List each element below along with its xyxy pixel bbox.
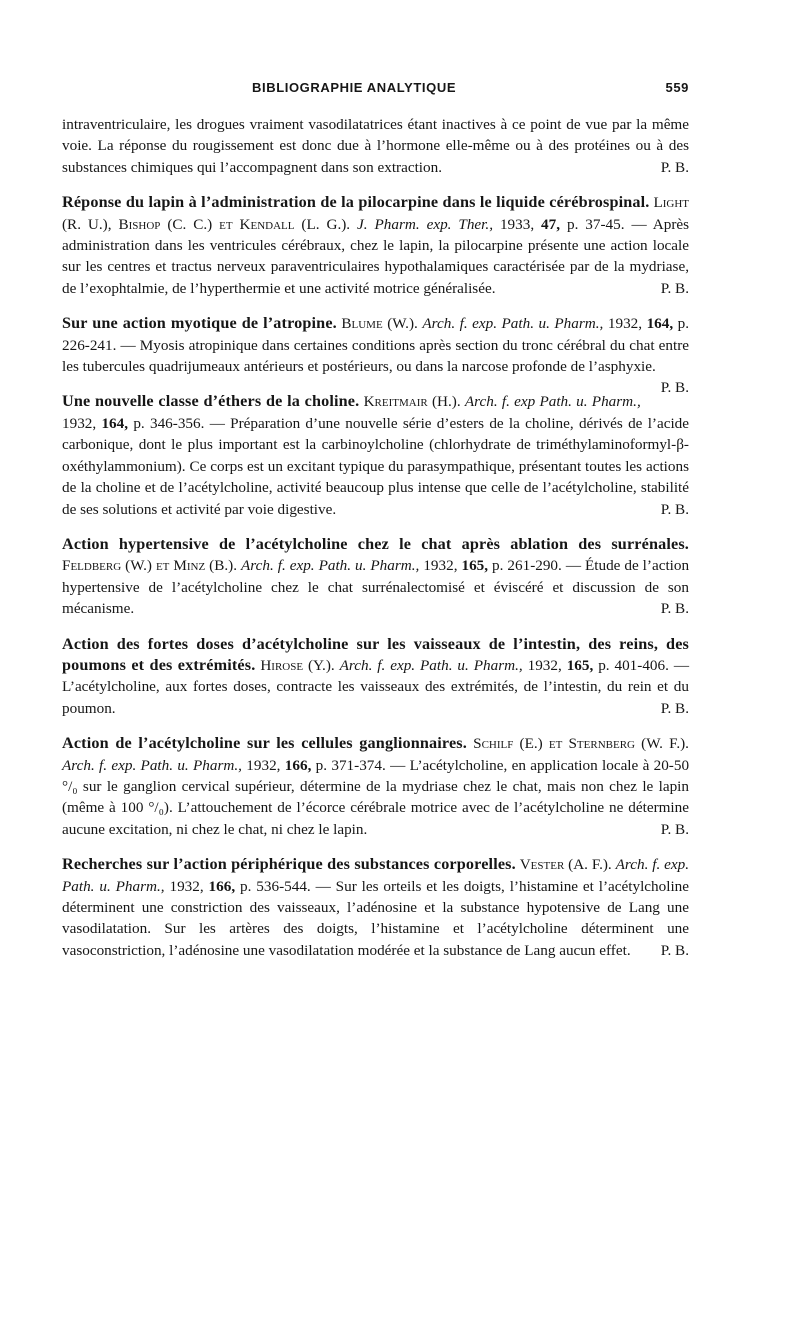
abstract-entry: [62, 391, 689, 519]
abstract-title: Une nouvelle classe d’éthers de la choline.: [62, 392, 360, 411]
abstract-body: — Préparation d’une nouvelle série d’esters de la choline, dérivés de l’acide carbonique, dont le plus important est la carbinoylcholine (chlorhydrate de triméthylaminoformyl-β-oxéthylammonium). Ce corps est un excitant typique du parasympathique, présentant toutes les actions de la choline et de l’acétylcholine, activité beaucoup plus intense que celle de l’acétylcholine, stabilité de ses solutions et activité par voie digestive.: [62, 414, 690, 518]
abstract-entry: [62, 313, 690, 397]
citation-year: 1932,: [607, 315, 643, 333]
citation-year: 1932,: [246, 756, 281, 774]
citation-volume: 165,: [461, 557, 489, 575]
abstract-title: Réponse du lapin à l’administration de la pilocarpine dans le liquide cérébrospinal.: [62, 193, 650, 212]
abstract-title: Sur une action myotique de l’atropine.: [62, 314, 337, 333]
abstract-title: Recherches sur l’action périphérique des substances corporelles.: [62, 855, 516, 874]
document-page: [62, 74, 689, 961]
citation-volume: 166,: [208, 877, 236, 895]
running-title: BIBLIOGRAPHIE ANALYTIQUE: [252, 80, 457, 95]
citation-year: 1932,: [527, 656, 562, 674]
citation-pages: p. 401-406.: [598, 656, 669, 674]
citation-pages: p. 226-241.: [62, 315, 690, 354]
citation-year: 1932,: [423, 557, 458, 575]
abstract-body: — Étude de l’action hypertensive de l’acétylcholine chez le chat surrénalectomisé et éviscéré et discussion de son mécanisme.: [62, 557, 690, 618]
citation-pages: p. 261-290.: [492, 557, 562, 575]
citation-volume: 47,: [541, 215, 561, 233]
abstract-authors: Light (R. U.), Bishop (C. C.) et Kendall (L. G.).: [62, 194, 689, 233]
journal-name: J. Pharm. exp. Ther.,: [357, 215, 493, 233]
journal-name: Arch. f. exp. Path. u. Pharm.,: [62, 856, 689, 895]
journal-name: Arch. f. exp. Path. u. Pharm.,: [339, 656, 523, 674]
signature: P. B.: [660, 699, 689, 717]
abstract-body: — Myosis atropinique dans certaines conditions après section du tronc cérébral du chat entre les tubercules quadrijumeaux antérieurs et postérieurs, ou dans la narcose profonde de l’asphyxie.: [62, 336, 689, 376]
citation-year: 1933,: [499, 215, 535, 233]
intro-paragraph: [62, 114, 689, 178]
citation-volume: 164,: [646, 315, 674, 333]
signature: P. B.: [660, 820, 689, 838]
signature: P. B.: [660, 600, 689, 618]
abstract-authors: Vester (A. F.).: [519, 856, 612, 874]
abstract-title: Action de l’acétylcholine sur les cellules ganglionnaires.: [62, 734, 467, 753]
abstract-authors: Schilf (E.) et Sternberg (W. F.).: [473, 735, 689, 753]
abstract-authors: Feldberg (W.) et Minz (B.).: [62, 557, 238, 575]
abstract-body: — Sur les orteils et les doigts, l’histamine et l’acétylcholine déterminent une constriction des vaisseaux, l’adénosine et la substance hypotensive de Lang une vasodilatation. Sur les artères des doigts, l’histamine et l’acétylcholine déterminent une vasoconstriction, l’adénosine une vasodilatation modérée et la substance de Lang aucun effet.: [62, 877, 690, 959]
citation-pages: p. 346-356.: [133, 414, 205, 432]
citation-volume: 165,: [566, 656, 594, 674]
journal-name: Arch. f. exp Path. u. Pharm.,: [464, 393, 641, 411]
page-number: 559: [665, 80, 689, 95]
abstract-body: — Après administration dans les ventricules cérébraux, chez le lapin, la pilocarpine présente une action locale sur les centres et tractus nerveux paraventriculaires hypothalamiques caractérisée par de la mydriase, de l’exophtalmie, de l’hyperthermie et une activité motrice généralisée.: [62, 215, 690, 297]
citation-volume: 166,: [284, 756, 312, 774]
intro-text: intraventriculaire, les drogues vraiment vasodilatatrices étant inactives à ce point de vue par la même voie. La réponse du rougissement est donc due à l’hormone elle-même ou à des protéines ou à des substances chimiques qui l’accompagnent dans son extraction.: [62, 116, 689, 176]
citation-pages: p. 37-45.: [566, 215, 625, 233]
citation-pages: p. 371-374.: [315, 756, 386, 774]
abstract-entry: [62, 854, 689, 961]
abstract-authors: Hirose (Y.).: [260, 656, 335, 674]
signature: P. B.: [660, 379, 689, 397]
citation-pages: p. 536-544.: [240, 877, 311, 895]
abstract-entry: [62, 733, 689, 840]
abstract-title: Action des fortes doses d’acétylcholine sur les vaisseaux de l’intestin, des reins, des poumons et des extrémités.: [62, 634, 689, 674]
abstract-authors: Kreitmair (H.).: [363, 393, 461, 411]
abstract-title: Action hypertensive de l’acétylcholine chez le chat après ablation des surrénales.: [62, 534, 689, 553]
abstract-body: — L’acétylcholine, aux fortes doses, contracte les vaisseaux des extrémités, de l’intestin, du rein et du poumon.: [62, 656, 690, 717]
journal-name: Arch. f. exp. Path. u. Pharm.,: [241, 557, 420, 575]
journal-name: Arch. f. exp. Path. u. Pharm.,: [62, 756, 242, 774]
signature: P. B.: [660, 500, 689, 518]
citation-volume: 164,: [101, 414, 129, 432]
signature: P. B.: [660, 941, 689, 959]
journal-name: Arch. f. exp. Path. u. Pharm.,: [422, 315, 604, 333]
abstract-entry: [62, 634, 689, 720]
abstract-entry: [62, 192, 689, 299]
signature: P. B.: [660, 158, 689, 176]
running-header: [62, 74, 689, 98]
citation-year: 1932,: [169, 877, 204, 895]
abstract-entry: [62, 534, 689, 620]
abstract-authors: Blume (W.).: [341, 315, 418, 333]
abstract-body: — L’acétylcholine, en application locale à 20-50 °/₀ sur le ganglion cervical supérieur, détermine de la mydriase chez le chat, mais non chez le lapin (même à 100 °/₀). L’attouchement de l’écorce cérébrale motrice avec de l’acétylcholine ne détermine aucune excitation, ni chez le chat, ni chez le lapin.: [62, 756, 690, 838]
signature: P. B.: [660, 279, 689, 297]
citation-year: 1932,: [62, 414, 97, 432]
